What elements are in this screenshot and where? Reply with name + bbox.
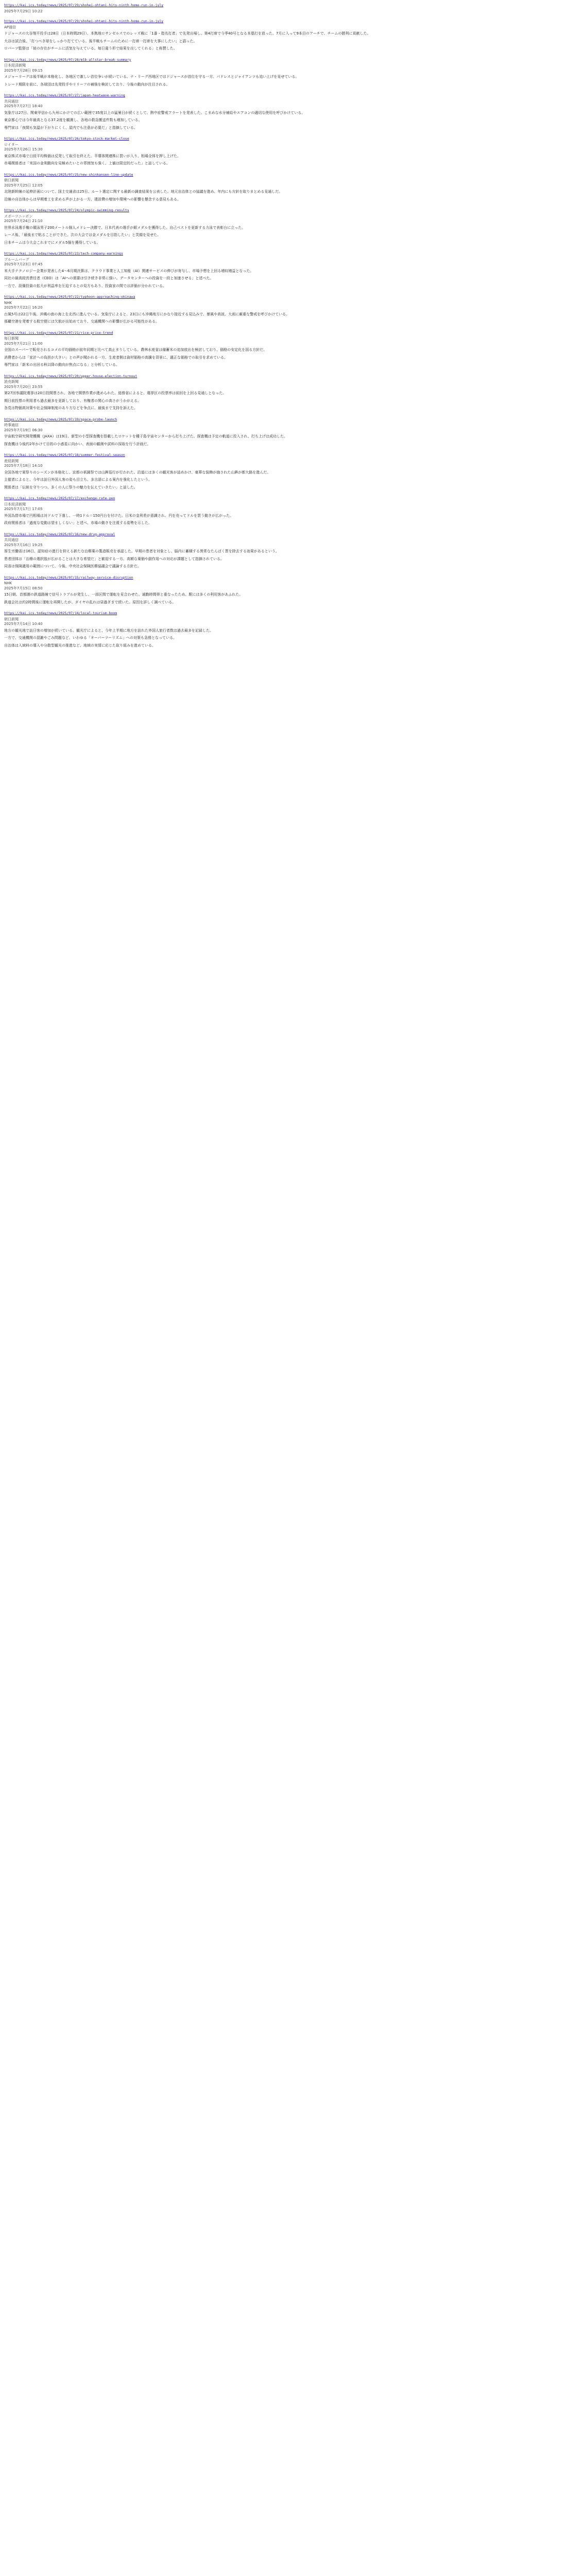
article-paragraph: 鉄道会社は約2時間後に運転を再開したが、ダイヤの乱れは昼過ぎまで続いた。原因を詳しく調べている。 xyxy=(4,600,176,604)
article-entry xyxy=(4,575,581,605)
article-meta: 朝日新聞 xyxy=(4,178,19,182)
article-paragraph: 全国のスーパーで販売されるコメの平均価格が前年同期と比べて高止まりしている。農林水産省は備蓄米の追加放出を検討しており、価格の安定化を図る方針だ。 xyxy=(4,348,267,352)
article-meta: NHK xyxy=(4,581,12,585)
article-meta: ブルームバーグ xyxy=(4,257,29,262)
article-paragraph: 一方で、設備投資の拡大が利益率を圧迫するとの見方もあり、投資家の間では評価が分かれている。 xyxy=(4,283,166,288)
article-paragraph: 米大手テクノロジー企業が発表した4〜6月期決算は、クラウド事業と人工知能（AI）関連サービスの伸びが寄与し、市場予想を上回る増収増益となった。 xyxy=(4,268,254,273)
article-paragraph: 同省は保険適用の範囲について、今後、中央社会保険医療協議会で議論する方針だ。 xyxy=(4,564,141,568)
article-meta: AP通信 xyxy=(4,25,16,29)
article-paragraph: 大谷は試合後、「打つべき球をしっかり打てている。後半戦もチームのために一打席一打席を大事にしたい」と語った。 xyxy=(4,39,197,43)
article-entry xyxy=(4,93,581,130)
article-paragraph: ドジャースの大谷翔平投手は28日（日本時間29日）、本拠地ロサンゼルスでのレッズ戦に「1番・指名打者」で先発出場し、第4打席で今季40号となる本塁打を放った。7月に入って9本目のアーチで、チームの勝利に貢献した。 xyxy=(4,31,371,36)
article-paragraph: 全国各地で夏祭りのシーズンが本格化し、京都の祇園祭では山鉾巡行が行われた。沿道には多くの観光客が詰めかけ、豪華な装飾が施された山鉾が都大路を進んだ。 xyxy=(4,470,271,474)
article-paragraph: メジャーリーグは後半戦が本格化し、各地区で激しい首位争いが続いている。ナ・リーグ西地区ではドジャースが首位を守る一方、パドレスとジャイアンツも追い上げを見せている。 xyxy=(4,75,299,79)
article-meta: 日本経済新聞 xyxy=(4,63,26,67)
article-meta: NHK xyxy=(4,300,12,305)
article-entry xyxy=(4,295,581,325)
article-url-link[interactable]: https://kai.ics.today/news/2025/07/20/upper-house-election-turnout xyxy=(4,374,137,378)
article-entry xyxy=(4,19,581,52)
article-url-link[interactable]: https://kai.ics.today/news/2025/07/27/japan-heatwave-warning xyxy=(4,93,125,97)
article-paragraph: 日本チームは今大会これまでにメダル5個を獲得している。 xyxy=(4,240,100,245)
article-paragraph: 沿線の自治体からは早期着工を求める声が上がる一方、建設費の増加や環境への影響を懸念する意見もある。 xyxy=(4,197,181,201)
article-meta: 共同通信 xyxy=(4,99,19,104)
article-entry xyxy=(4,58,581,88)
article-url-link[interactable]: https://kai.ics.today/news/2025/07/15/railway-service-disruption xyxy=(4,575,133,580)
article-paragraph: 宇宙航空研究開発機構（JAXA）は19日、新型の小型探査機を搭載したロケットを種子島宇宙センターから打ち上げた。探査機は予定の軌道に投入され、打ち上げは成功した。 xyxy=(4,434,288,438)
article-entry xyxy=(4,496,581,526)
article-paragraph: 15日朝、首都圏の鉄道路線で信号トラブルが発生し、一部区間で運転を見合わせた。通勤時間帯と重なったため、駅には多くの利用客があふれた。 xyxy=(4,592,243,597)
article-meta: ロイター xyxy=(4,142,19,147)
article-url-link[interactable]: https://kai.ics.today/news/2025/07/24/olympic-swimming-results xyxy=(4,208,129,212)
article-entry xyxy=(4,532,581,569)
article-page xyxy=(0,0,585,665)
article-url-link[interactable]: https://kai.ics.today/news/2025/07/19/space-probe-launch xyxy=(4,417,117,421)
article-entry xyxy=(4,453,581,490)
page-date: 2025年7月29日 10:22 xyxy=(4,9,43,13)
article-url-link[interactable]: https://kai.ics.today/news/2025/07/22/typhoon-approaching-okinawa xyxy=(4,295,135,299)
article-paragraph: 地方の観光地で訪日客の増加が続いている。観光庁によると、今年上半期に地方を訪れた外国人旅行者数は過去最多を記録した。 xyxy=(4,628,213,633)
article-meta: 毎日新聞 xyxy=(4,336,19,341)
article-paragraph: 関係者は「伝統を守りつつ、多くの人に祭りの魅力を伝えていきたい」と話した。 xyxy=(4,485,137,489)
article-meta: 日本経済新聞 xyxy=(4,502,26,506)
article-url-link[interactable]: https://kai.ics.today/news/2025/07/18/summer-festival-season xyxy=(4,453,125,457)
article-paragraph: レース後、「最後まで粘ることができた。次の大会では金メダルを目指したい」と笑顔を見せた。 xyxy=(4,233,161,237)
article-paragraph: 各党は物価高対策や社会保障制度のあり方などを争点に、最後まで支持を訴えた。 xyxy=(4,406,137,410)
article-url-link[interactable]: https://kai.ics.today/news/2025/07/26/tokyo-stock-market-close xyxy=(4,137,129,141)
article-meta: 読売新聞 xyxy=(4,380,19,384)
article-entry xyxy=(4,173,581,202)
article-meta: 共同通信 xyxy=(4,538,19,542)
article-paragraph: 東京都心では今年最高となる37.2度を観測し、各地の救急搬送件数も増加している。 xyxy=(4,118,142,122)
article-meta: 2025年7月24日 21:10 xyxy=(4,219,43,223)
article-meta: 2025年7月21日 11:00 xyxy=(4,341,43,346)
article-paragraph: 同社の最高経営責任者（CEO）は「AIへの需要は引き続き非常に強い。データセンターへの投資を一段と加速させる」と述べた。 xyxy=(4,276,214,280)
article-entry xyxy=(4,417,581,447)
article-paragraph: 探査機は今後約2年かけて目的の小惑星に向かい、表面の観測や試料の採取を行う計画だ。 xyxy=(4,442,151,446)
article-entry xyxy=(4,208,581,245)
article-paragraph: 市場関係者は「米国の金利動向を見極めたいとの雰囲気も強く、上値は限定的だった」と話している。 xyxy=(4,161,170,165)
article-meta: 2025年7月26日 15:30 xyxy=(4,147,43,151)
article-entry xyxy=(4,251,581,289)
article-paragraph: 北陸新幹線の延伸計画について、国土交通省は25日、ルート選定に関する最新の調査結果を公表した。地元自治体との協議を進め、年内にも方針を取りまとめる見通しだ。 xyxy=(4,190,283,194)
article-meta: 時事通信 xyxy=(4,423,19,427)
article-meta: 産経新聞 xyxy=(4,459,19,463)
article-meta: 2025年7月23日 07:45 xyxy=(4,262,43,266)
article-meta: 2025年7月25日 12:05 xyxy=(4,183,43,188)
article-meta: スポーツニッポン xyxy=(4,214,33,218)
article-paragraph: 専門家は「新米の出回る秋以降の動向が焦点になる」と分析している。 xyxy=(4,363,119,367)
article-meta: 2025年7月15日 08:50 xyxy=(4,586,43,590)
article-meta: 2025年7月22日 16:20 xyxy=(4,306,43,310)
article-paragraph: ロバーツ監督は「彼の存在がチームに活気を与えている。毎日違う形で結果を出してくれる」と称賛した。 xyxy=(4,46,177,50)
article-entry xyxy=(4,374,581,411)
article-paragraph: 気象庁は27日、関東甲信から九州にかけての広い範囲で35度以上の猛暑日が続くとして、熱中症警戒アラートを発表した。こまめな水分補給やエアコンの適切な使用を呼びかけている。 xyxy=(4,110,305,115)
article-paragraph: 患者団体は「治療の選択肢が広がることは大きな希望だ」と歓迎する一方、高額な薬価や副作用への対応が課題として指摘されている。 xyxy=(4,556,224,561)
article-meta: 2025年7月14日 10:40 xyxy=(4,622,43,626)
article-paragraph: 那覇空港を発着する航空便には欠航が出始めており、交通機関への影響が広がる可能性がある。 xyxy=(4,319,159,324)
article-url-link[interactable]: https://kai.ics.today/news/2025/07/16/new-drug-approval xyxy=(4,532,115,536)
article-paragraph: 期日前投票の利用者も過去最多を更新しており、有権者の関心の高さがうかがえる。 xyxy=(4,398,141,403)
article-entry xyxy=(4,137,581,166)
article-url-link[interactable]: https://kai.ics.today/news/2025/07/23/tech-company-earnings xyxy=(4,251,123,256)
article-meta: 2025年7月20日 23:55 xyxy=(4,384,43,389)
article-meta: 2025年7月19日 06:30 xyxy=(4,428,43,432)
article-meta: 2025年7月16日 19:25 xyxy=(4,543,43,547)
article-url-link[interactable]: https://kai.ics.today/news/2025/07/14/local-tourism-boom xyxy=(4,611,117,615)
article-paragraph: 世界水泳選手権の競泳男子200メートル個人メドレー決勝で、日本代表の選手が銀メダルを獲得した。自己ベストを更新する力泳で表彰台に立った。 xyxy=(4,225,246,230)
article-url-link[interactable]: https://kai.ics.today/news/2025/07/28/mlb-allstar-break-summary xyxy=(4,57,131,62)
article-paragraph: 厚生労働省は16日、認知症の進行を抑える新たな治療薬の製造販売を承認した。早期の患者を対象とし、脳内に蓄積する異常なたんぱく質を除去する効果があるという。 xyxy=(4,549,279,553)
article-paragraph: 自治体は入域料の導入や分散型観光の推進など、地域の実情に応じた取り組みを進めている。 xyxy=(4,643,156,648)
article-paragraph: 一方で、交通機関の混雑やごみ問題など、いわゆる「オーバーツーリズム」への対策も急務となっている。 xyxy=(4,636,177,640)
article-url-link[interactable]: https://kai.ics.today/news/2025/07/21/rice-price-trend xyxy=(4,330,113,335)
article-meta: 2025年7月27日 18:40 xyxy=(4,104,43,108)
article-entry xyxy=(4,331,581,368)
article-url-link[interactable]: https://kai.ics.today/news/2025/07/29/shohei-ohtani-hits-ninth-home-run-in-july xyxy=(4,19,164,23)
article-paragraph: 東京株式市場で日経平均株価は反発して取引を終えた。半導体関連株に買いが入り、相場全体を押し上げた。 xyxy=(4,154,181,158)
article-meta: 2025年7月28日 09:15 xyxy=(4,68,43,73)
article-paragraph: 専門家は「夜間も気温が下がりにくく、屋内でも注意が必要だ」と指摘している。 xyxy=(4,125,137,130)
article-paragraph: 政府関係者は「過度な変動は望ましくない」と述べ、市場の動きを注視する姿勢を示した。 xyxy=(4,521,152,525)
article-paragraph: 外国為替市場で円相場は対ドルで下落し、一時1ドル＝150円台を付けた。日米の金利差が意識され、円を売ってドルを買う動きが広がった。 xyxy=(4,513,234,518)
article-entry xyxy=(4,611,581,648)
article-paragraph: 主催者によると、今年は訪日外国人客の姿も目立ち、多言語による案内を強化したという。 xyxy=(4,478,152,482)
article-paragraph: 第27回参議院選挙は20日投開票され、各地で開票作業が進められた。総務省によると、選挙区の投票率は前回を上回る見通しとなった。 xyxy=(4,391,227,395)
article-list xyxy=(4,19,581,648)
article-paragraph: 消費者からは「家計への負担が大きい」との声が聞かれる一方、生産者側は資材価格の高騰を背景に、適正な価格での取引を求めている。 xyxy=(4,355,228,360)
page-url-link[interactable]: https://kai.ics.today/news/2025/07/29/shohei-ohtani-hits-ninth-home-run-in-july xyxy=(4,3,164,7)
article-url-link[interactable]: https://kai.ics.today/news/2025/07/17/exchange-rate-yen xyxy=(4,496,115,500)
article-paragraph: 台風5号は22日午後、沖縄の南の海上を北西に進んでいる。気象庁によると、23日にも沖縄地方にかなり接近する見込みで、暴風や高波、大雨に厳重な警戒を呼びかけている。 xyxy=(4,312,290,316)
article-url-link[interactable]: https://kai.ics.today/news/2025/07/25/new-shinkansen-line-update xyxy=(4,172,133,177)
article-meta: 2025年7月18日 14:10 xyxy=(4,464,43,468)
article-meta: 朝日新聞 xyxy=(4,617,19,621)
article-meta: 2025年7月17日 17:05 xyxy=(4,507,43,511)
article-paragraph: トレード期限を前に、各球団は先発投手やリリーフの補強を検討しており、今後の動向が注目される。 xyxy=(4,82,170,87)
